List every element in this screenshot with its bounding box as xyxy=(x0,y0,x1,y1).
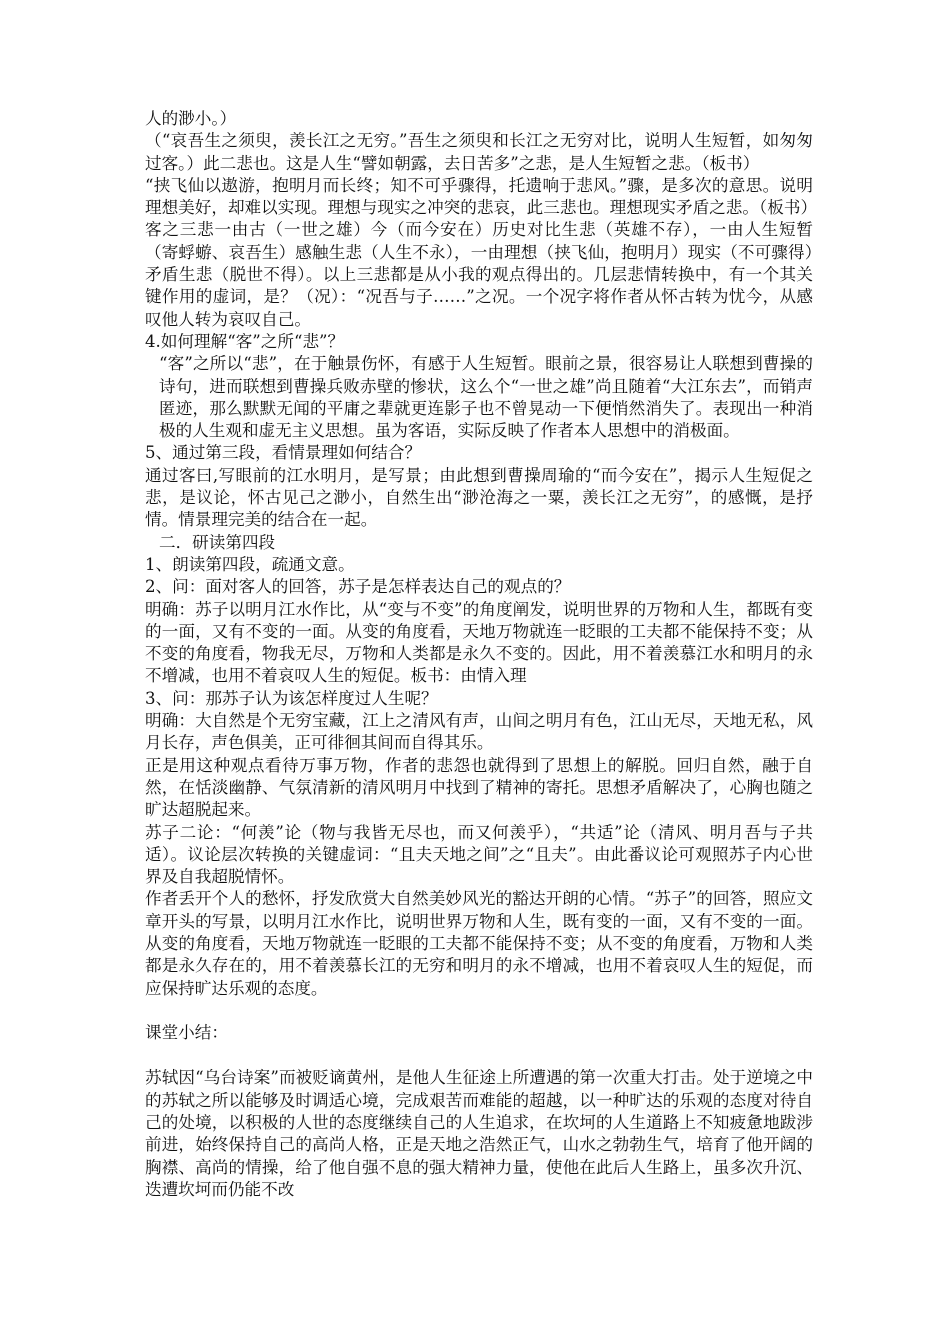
blank-line xyxy=(145,1044,813,1067)
paragraph: “挟飞仙以遨游，抱明月而长终；知不可乎骤得，托遗响于悲风。”骤，是多次的意思。说明理想美好，却难以实现。理想与现实之冲突的悲哀，此三悲也。理想现实矛盾之悲。（板书） xyxy=(145,175,818,218)
paragraph: 明确：苏子以明月江水作比，从“变与不变”的角度阐发，说明世界的万物和人生，都既有变的一面，又有不变的一面。从变的角度看，天地万物就连一眨眼的工夫都不能保持不变；从不变的角度看，物我无尽，万物和人类都是永久不变的。因此，用不着羡慕江水和明月的永不增减，也用不着哀叹人生的短促。板书：由情入理 xyxy=(145,599,813,686)
question-heading: 4.如何理解“客”之所“悲”？ xyxy=(145,331,345,351)
paragraph: 苏轼因“乌台诗案”而被贬谪黄州，是他人生征途上所遭遇的第一次重大打击。处于逆境之中的苏轼之所以能够及时调适心境，完成艰苦而难能的超越，以一种旷达的乐观的态度对待自己的处境，以积极的人世的态度继续自己的人生追求，在坎坷的人生道路上不知疲惫地跋涉前进，始终保持自己的高尚人格，正是天地之浩然正气，山水之勃勃生气，培育了他开阔的胸襟、高尚的情操，给了他自强不息的强大精神力量，使他在此后人生路上，虽多次升沉、迭遭坎坷而仍能不改 xyxy=(145,1068,813,1199)
paragraph: 苏子二论：“何羡”论（物与我皆无尽也，而又何羡乎），“共适”论（清风、明月吾与子共适）。议论层次转换的关键虚词：“且夫天地之间”之“且夫”。由此番议论可观照苏子内心世界及自我超脱情怀。 xyxy=(145,822,813,887)
question-heading: 3、问：那苏子认为该怎样度过人生呢？ xyxy=(145,688,438,708)
paragraph: 明确：大自然是个无穷宝藏，江上之清风有声，山间之明月有色，江山无尽，天地无私，风月长存，声色俱美，正可徘徊其间而自得其乐。 xyxy=(145,711,813,753)
paragraph: 作者丢开个人的愁怀，抒发欣赏大自然美妙风光的豁达开朗的心情。“苏子”的回答，照应文章开头的写景，以明月江水作比，说明世界万物和人生，既有变的一面，又有不变的一面。从变的角度看，天地万物就连一眨眼的工夫都不能保持不变；从不变的角度看，万物和人类都是永久存在的，用不着羡慕长江的无穷和明月的永不增减，也用不着哀叹人生的短促，而应保持旷达乐观的态度。 xyxy=(145,889,813,998)
question-heading: 1、朗读第四段，疏通文意。 xyxy=(145,554,355,574)
blank-line xyxy=(145,1000,813,1022)
paragraph: 客之三悲一由古（一世之雄）今（而今安在）历史对比生悲（英雄不存），一由人生短暂（寄蜉蝣、哀吾生）感触生悲（人生不永），一由理想（挟飞仙，抱明月）现实（不可骤得）矛盾生悲（脱世不得）。以上三悲都是从小我的观点得出的。几层悲情转换中，有一个其关键作用的虚词，是？（况）：“况吾与子……”之况。一个况字将作者从怀古转为忧今，从感叹他人转为哀叹自己。 xyxy=(145,220,813,329)
question-heading: 5、通过第三段，看情景理如何结合？ xyxy=(145,443,422,463)
section-heading: 二．研读第四段 xyxy=(159,532,276,552)
paragraph: （“哀吾生之须臾，羡长江之无穷。”吾生之须臾和长江之无穷对比，说明人生短暂，如匆匆过客。）此二悲也。这是人生“譬如朝露，去日苦多”之悲，是人生短暂之悲。（板书） xyxy=(145,131,813,173)
paragraph: “客”之所以“悲”，在于触景伤怀，有感于人生短暂。眼前之景，很容易让人联想到曹操的诗句，进而联想到曹操兵败赤壁的惨状，这么个“一世之雄”尚且随着“大江东去”，而销声匿迹，那么默默无闻的平庸之辈就更连影子也不曾晃动一下便悄然消失了。表现出一种消极的人生观和虚无主义思想。虽为客语，实际反映了作者本人思想中的消极面。 xyxy=(159,354,813,441)
paragraph: 通过客曰,写眼前的江水明月，是写景；由此想到曹操周瑜的“而今安在”，揭示人生短促之悲，是议论，怀古见己之渺小，自然生出“渺沧海之一粟，羡长江之无穷”，的感慨，是抒情。情景理完美的结合在一起。 xyxy=(145,465,813,530)
question-heading: 2、问：面对客人的回答，苏子是怎样表达自己的观点的？ xyxy=(145,577,571,597)
summary-heading: 课堂小结： xyxy=(145,1023,228,1043)
paragraph: 正是用这种观点看待万事万物，作者的悲怨也就得到了思想上的解脱。回归自然，融于自然，在恬淡幽静、气氛清新的清风明月中找到了精神的寄托。思想矛盾解决了，心胸也随之旷达超脱起来。 xyxy=(145,755,813,820)
document-page xyxy=(145,108,818,1201)
paragraph: 人的渺小。） xyxy=(145,109,237,128)
